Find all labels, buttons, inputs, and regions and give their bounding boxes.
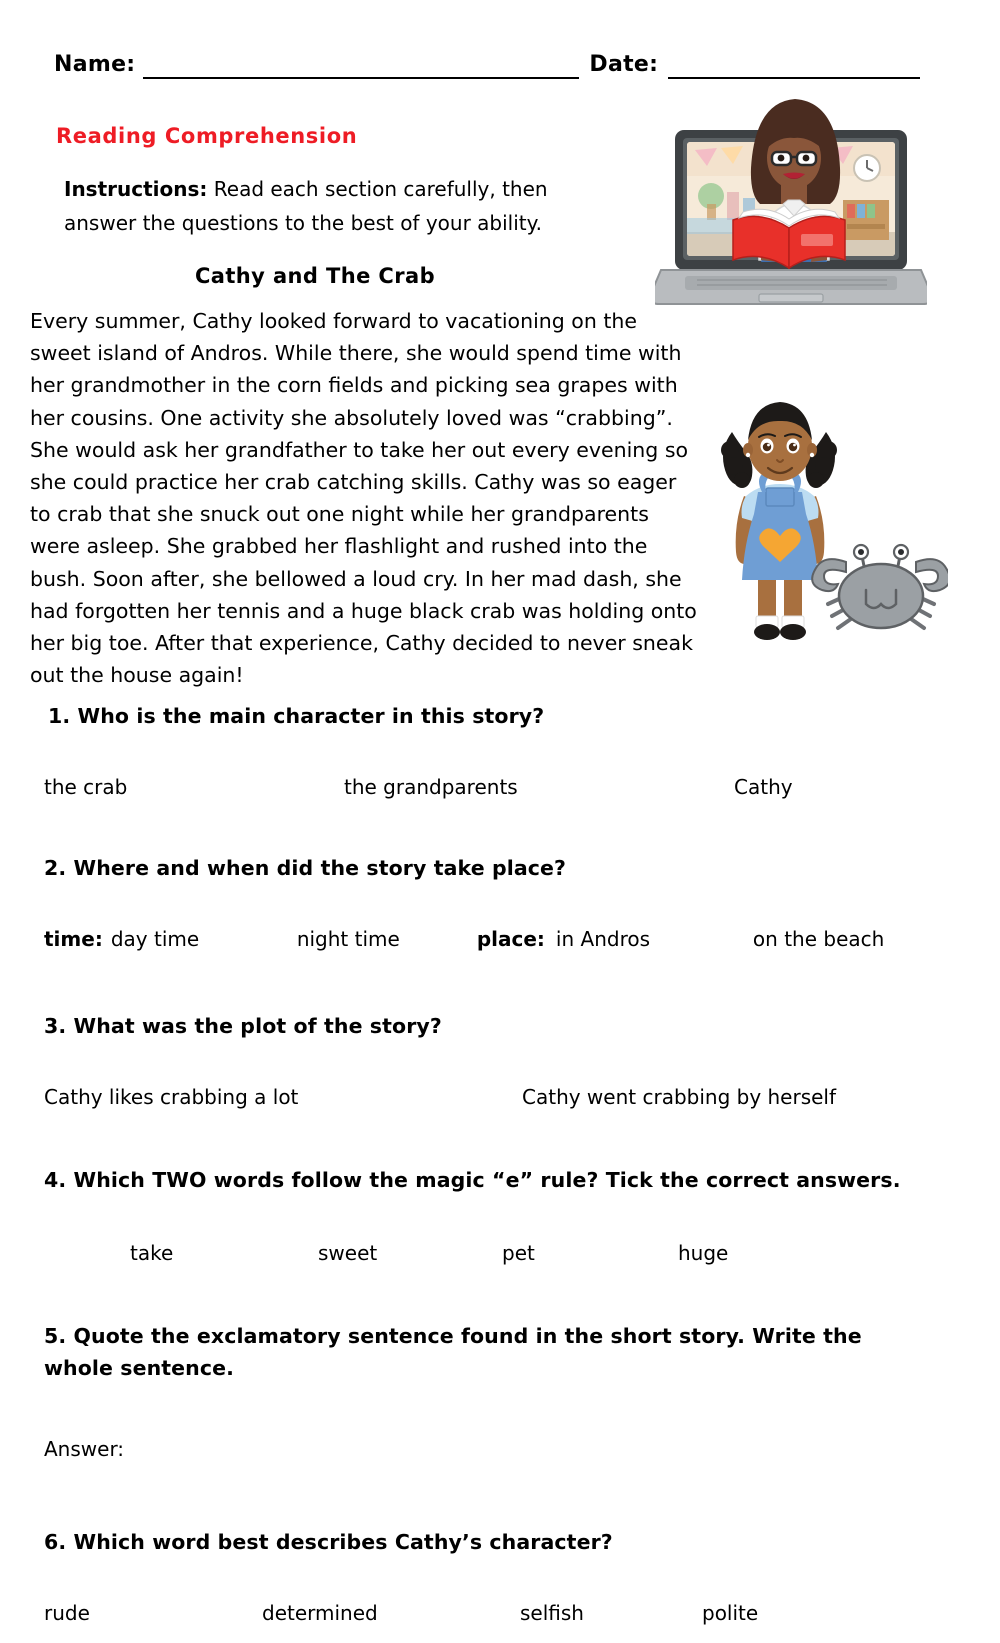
question-5-answer-label[interactable]: Answer: — [44, 1437, 125, 1461]
question-1-option-3[interactable]: Cathy — [734, 775, 793, 799]
question-2-place-option-1[interactable]: in Andros — [555, 927, 651, 951]
girl-and-crab-icon — [700, 380, 948, 650]
question-2 — [44, 852, 944, 954]
question-1-options — [44, 772, 944, 802]
date-label: Date: — [589, 52, 659, 77]
question-6-text: 6. Which word best describes Cathy’s character? — [44, 1530, 613, 1554]
girl-with-crab-illustration — [700, 380, 948, 650]
question-1-text: 1. Who is the main character in this story? — [48, 704, 545, 728]
question-3-option-1[interactable]: Cathy likes crabbing a lot — [44, 1085, 299, 1109]
question-6-option-3[interactable]: selfish — [520, 1601, 584, 1625]
question-4 — [44, 1164, 944, 1268]
question-1-option-2[interactable]: the grandparents — [344, 775, 518, 799]
instructions-text: Read each section carefully, then answer the questions to the best of your ability. — [64, 177, 548, 235]
question-2-options — [44, 924, 944, 954]
question-3 — [44, 1010, 944, 1112]
question-6 — [44, 1526, 944, 1628]
question-2-place-label: place: — [476, 927, 545, 951]
question-4-text: 4. Which TWO words follow the magic “e” rule? Tick the correct answers. — [44, 1168, 901, 1192]
name-label: Name: — [54, 52, 136, 77]
question-2-time-option-2[interactable]: night time — [296, 927, 400, 951]
crab-icon — [812, 545, 948, 628]
story-title: Cathy and The Crab — [194, 264, 436, 288]
question-4-option-3[interactable]: pet — [502, 1241, 535, 1265]
question-4-options — [44, 1238, 944, 1268]
question-6-option-4[interactable]: polite — [702, 1601, 759, 1625]
name-date-row — [54, 52, 944, 79]
section-title: Reading Comprehension — [56, 124, 358, 148]
question-5-text: 5. Quote the exclamatory sentence found in the short story. Write the whole sentence. — [44, 1324, 862, 1380]
question-4-option-2[interactable]: sweet — [318, 1241, 378, 1265]
question-5 — [44, 1320, 944, 1464]
question-4-option-4[interactable]: huge — [678, 1241, 729, 1265]
question-2-place-option-2[interactable]: on the beach — [752, 927, 885, 951]
story-body: Every summer, Cathy looked forward to vacationing on the sweet island of Andros. While there, she would spend time with her grandmother in the corn fields and picking sea grapes with her cousins. One activity she absolutely loved was “crabbing”. She would ask her grandfather to take her out every evening so she could practice her crab catching skills. Cathy was so eager to crab that she snuck out one night while her grandparents were asleep. She grabbed her flashlight and rushed into the bush. Soon after, she bellowed a loud cry. In her mad dash, she had forgotten her tennis and a huge black crab was holding onto her big toe. After that experience, Cathy decided to never sneak out the house again! — [30, 309, 697, 688]
question-6-options — [44, 1598, 944, 1628]
question-2-time-label: time: — [44, 927, 103, 951]
question-6-option-1[interactable]: rude — [44, 1601, 90, 1625]
laptop-icon — [655, 92, 927, 310]
question-1 — [44, 700, 944, 802]
name-input-line[interactable] — [143, 57, 579, 79]
questions-list — [44, 700, 944, 1636]
question-1-option-1[interactable]: the crab — [44, 775, 128, 799]
question-2-time-option-1[interactable]: day time — [110, 927, 200, 951]
question-3-text: 3. What was the plot of the story? — [44, 1014, 442, 1038]
question-4-option-1[interactable]: take — [130, 1241, 174, 1265]
question-3-option-2[interactable]: Cathy went crabbing by herself — [522, 1085, 837, 1109]
question-2-text: 2. Where and when did the story take place? — [44, 856, 567, 880]
question-6-option-2[interactable]: determined — [262, 1601, 378, 1625]
date-input-line[interactable] — [668, 57, 920, 79]
teacher-on-laptop-illustration — [655, 92, 927, 310]
instructions — [64, 172, 604, 240]
instructions-label: Instructions: — [64, 177, 208, 201]
question-3-options — [44, 1082, 944, 1112]
